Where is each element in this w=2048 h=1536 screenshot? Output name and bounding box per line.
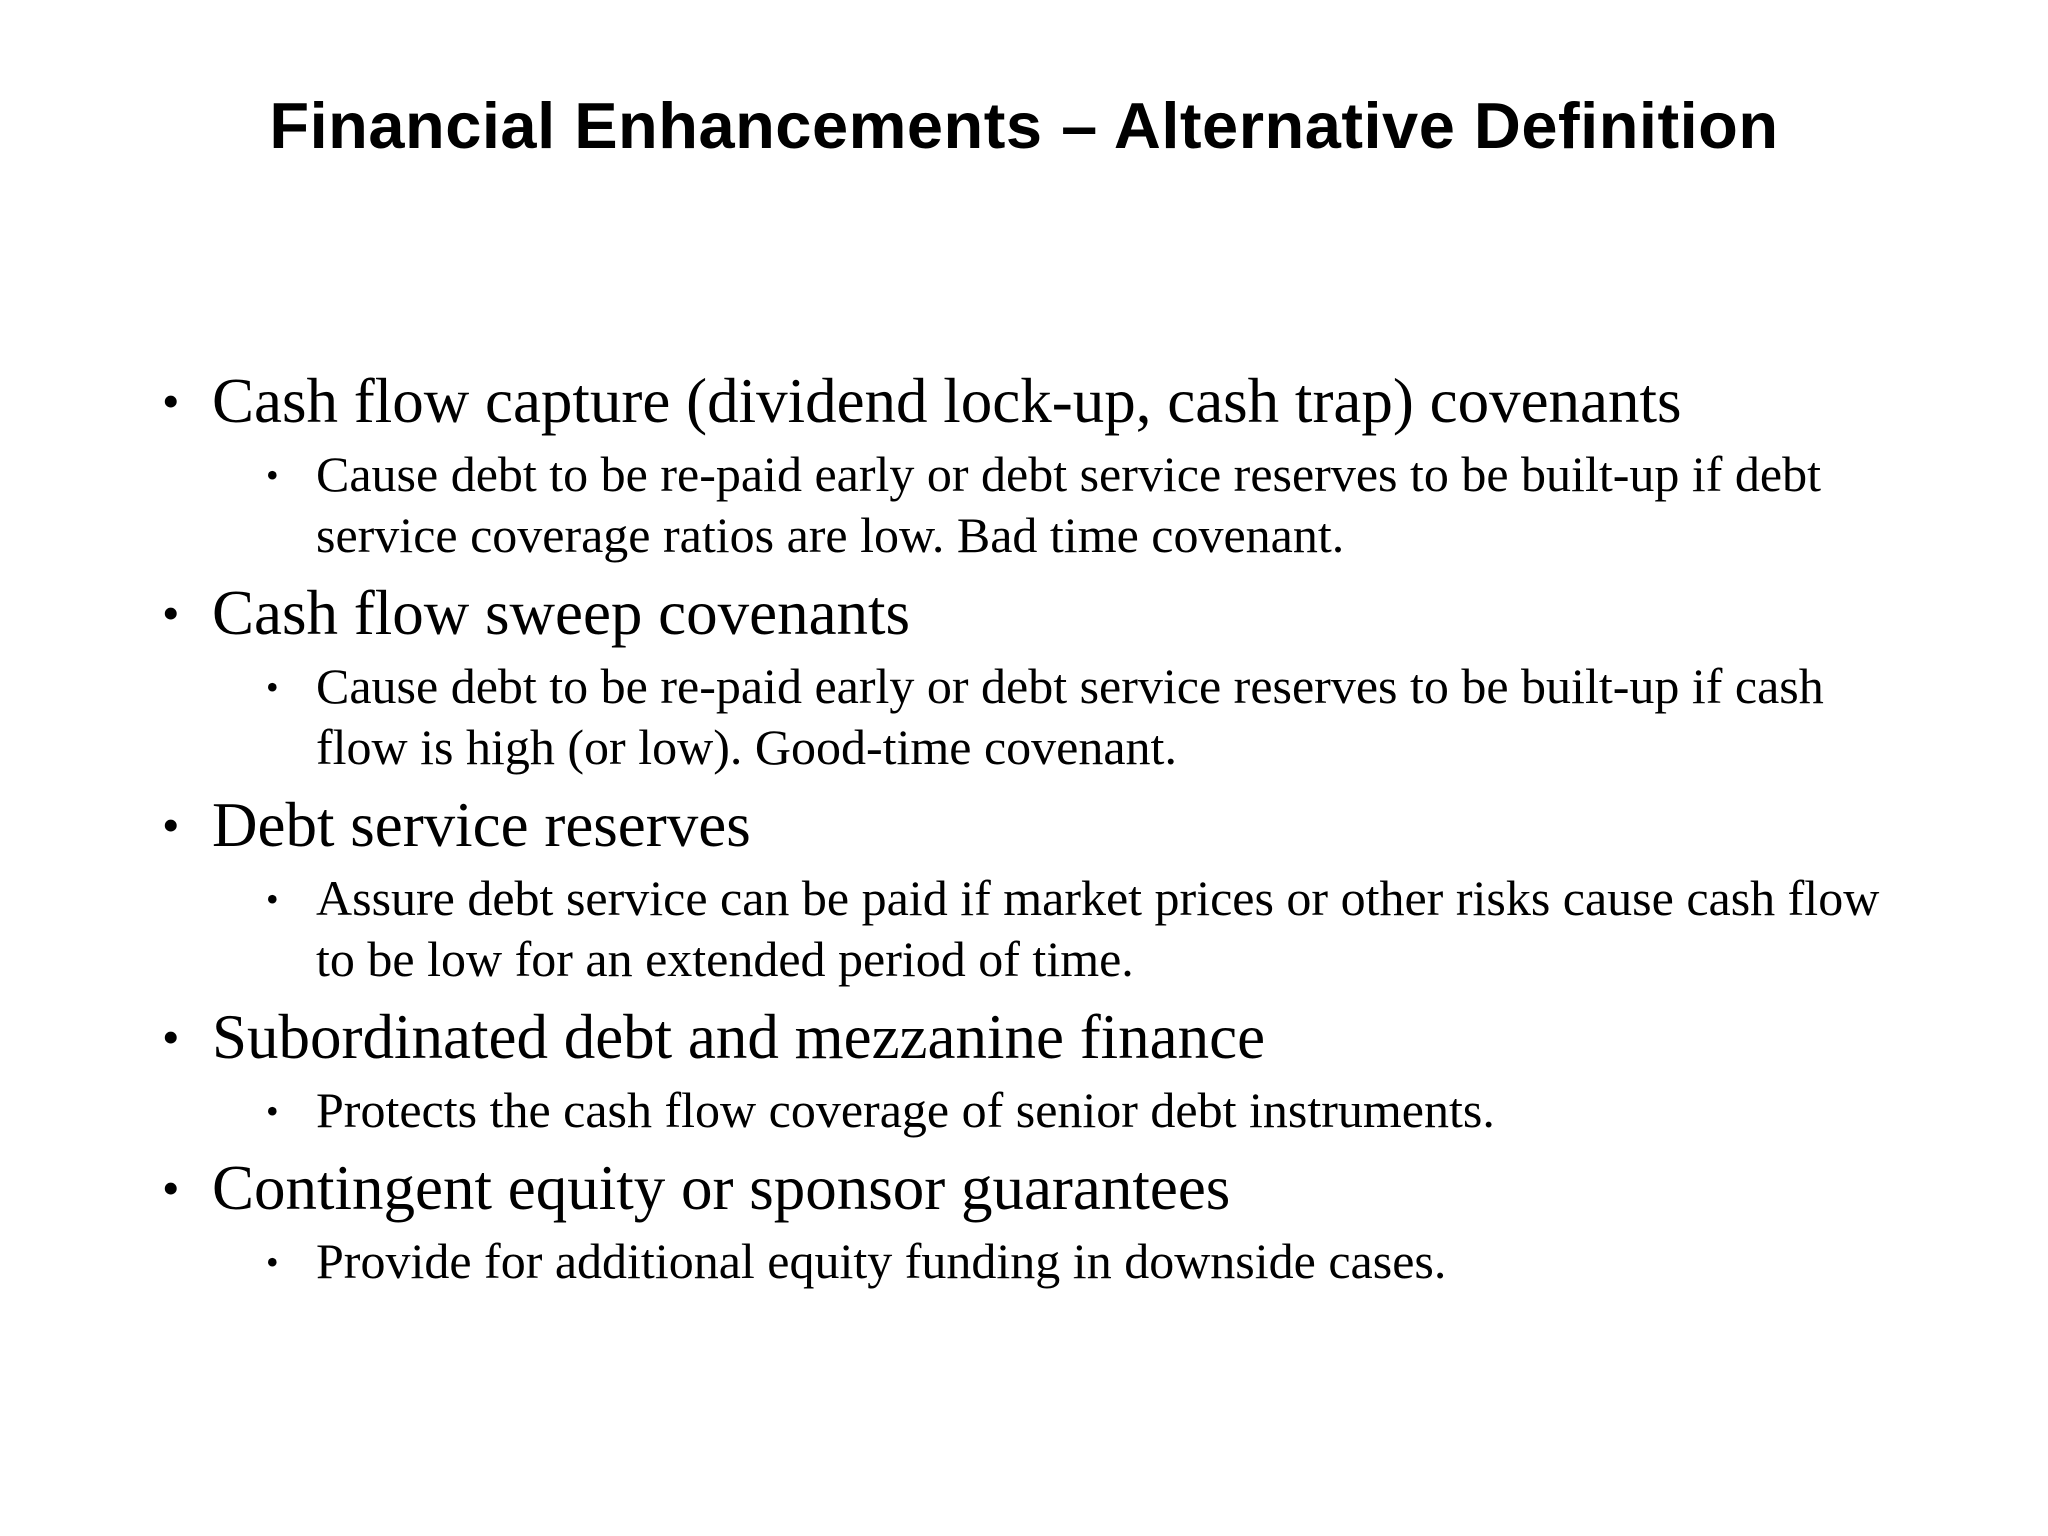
bullet-item-cash-flow-capture (162, 362, 1922, 566)
sub-bullet-dot-icon: • (266, 1091, 279, 1131)
bullet-text: Debt service reserves (212, 790, 751, 860)
bullet-item-cash-flow-sweep (162, 574, 1922, 778)
sub-bullet-dot-icon: • (266, 879, 279, 919)
sub-bullet-text: Cause debt to be re-paid early or debt service reserves to be built-up if cash flow is high (or low). Good-time covenant. (316, 658, 1824, 775)
sub-bullet-list (212, 444, 1922, 566)
bullet-item-contingent-equity (162, 1149, 1922, 1292)
bullet-text: Subordinated debt and mezzanine finance (212, 1002, 1266, 1072)
sub-bullet-text: Cause debt to be re-paid early or debt service reserves to be built-up if debt service coverage ratios are low. Bad time covenant. (316, 446, 1822, 563)
bullet-dot-icon: • (162, 585, 180, 641)
sub-bullet-list (212, 1231, 1922, 1292)
bullet-dot-icon: • (162, 1160, 180, 1216)
sub-bullet-list (212, 656, 1922, 778)
bullet-text: Contingent equity or sponsor guarantees (212, 1153, 1231, 1223)
sub-bullet-item (212, 656, 1922, 778)
sub-bullet-text: Protects the cash flow coverage of senior debt instruments. (316, 1082, 1495, 1138)
sub-bullet-text: Assure debt service can be paid if market prices or other risks cause cash flow to be low for an extended period of time. (316, 870, 1880, 987)
bullet-text: Cash flow sweep covenants (212, 578, 911, 648)
bullet-text: Cash flow capture (dividend lock-up, cash trap) covenants (212, 366, 1682, 436)
sub-bullet-list (212, 868, 1922, 990)
slide-title: Financial Enhancements – Alternative Definition (269, 89, 1779, 162)
sub-bullet-item (212, 1080, 1922, 1141)
sub-bullet-item (212, 444, 1922, 566)
bullet-dot-icon: • (162, 1009, 180, 1065)
sub-bullet-dot-icon: • (266, 1242, 279, 1282)
sub-bullet-dot-icon: • (266, 667, 279, 707)
bullet-dot-icon: • (162, 797, 180, 853)
sub-bullet-item (212, 1231, 1922, 1292)
sub-bullet-item (212, 868, 1922, 990)
sub-bullet-dot-icon: • (266, 455, 279, 495)
sub-bullet-list (212, 1080, 1922, 1141)
bullet-item-subordinated-debt (162, 998, 1922, 1141)
bullet-item-debt-service-reserves (162, 786, 1922, 990)
bullet-dot-icon: • (162, 373, 180, 429)
sub-bullet-text: Provide for additional equity funding in downside cases. (316, 1233, 1447, 1289)
bullet-list (162, 362, 1922, 1300)
